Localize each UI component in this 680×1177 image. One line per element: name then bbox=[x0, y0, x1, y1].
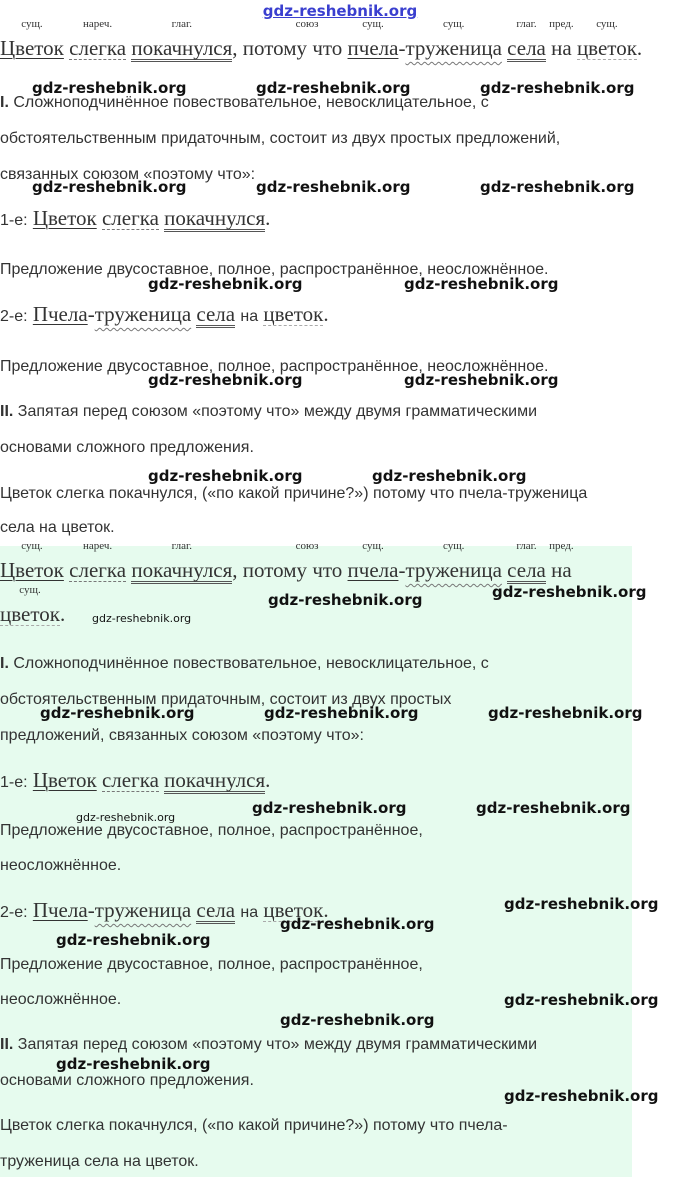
site-watermark-top: gdz-reshebnik.org bbox=[262, 2, 418, 20]
watermark: gdz-reshebnik.org bbox=[280, 915, 435, 933]
preposition-word: пред. на bbox=[549, 18, 574, 60]
watermark: gdz-reshebnik.org bbox=[404, 275, 559, 293]
watermark: gdz-reshebnik.org bbox=[372, 467, 527, 485]
part-i-line-1: I. Сложноподчинённое повествовательное, невосклицательное, с bbox=[0, 94, 489, 111]
watermark: gdz-reshebnik.org bbox=[76, 811, 176, 824]
watermark: gdz-reshebnik.org bbox=[148, 275, 303, 293]
part-ii-line-2: основами сложного предложения. bbox=[0, 439, 254, 456]
conjunction-word: союз потому bbox=[242, 18, 319, 60]
clause-1-b-description-1: Предложение двусоставное, полное, распространённое, bbox=[0, 822, 423, 839]
question-line-2: села на цветок. bbox=[0, 519, 115, 536]
clause-1-description: Предложение двусоставное, полное, распространённое, неосложнённое. bbox=[0, 261, 549, 278]
watermark: gdz-reshebnik.org bbox=[40, 704, 195, 722]
watermark: gdz-reshebnik.org bbox=[56, 931, 211, 949]
watermark: gdz-reshebnik.org bbox=[488, 704, 643, 722]
question-b-line-1: Цветок слегка покачнулся, («по какой причине?») потому что пчела- bbox=[0, 1117, 508, 1134]
watermark: gdz-reshebnik.org bbox=[92, 612, 192, 625]
part-i-b-line-1: I. Сложноподчинённое повествовательное, невосклицательное, с bbox=[0, 655, 489, 672]
part-i-b-line-3: предложений, связанных союзом «поэтому что»: bbox=[0, 727, 364, 744]
subject-word-2: сущ. пчела bbox=[347, 18, 399, 60]
watermark: gdz-reshebnik.org bbox=[264, 704, 419, 722]
watermark: gdz-reshebnik.org bbox=[480, 178, 635, 196]
parsed-sentence-2-wrap: сущ. цветок. bbox=[0, 584, 66, 626]
watermark: gdz-reshebnik.org bbox=[252, 799, 407, 817]
watermark: gdz-reshebnik.org bbox=[492, 583, 647, 601]
watermark: gdz-reshebnik.org bbox=[32, 178, 187, 196]
question-b-line-2: труженица села на цветок. bbox=[0, 1153, 199, 1170]
watermark: gdz-reshebnik.org bbox=[148, 371, 303, 389]
part-ii-b-line-1: II. Запятая перед союзом «поэтому что» между двумя грамматическими bbox=[0, 1036, 538, 1053]
clause-2-b: 2-е: Пчела-труженица села на цветок. bbox=[0, 898, 329, 924]
watermark: gdz-reshebnik.org bbox=[256, 178, 411, 196]
subject-word: сущ. Цветок bbox=[0, 18, 64, 60]
watermark: gdz-reshebnik.org bbox=[504, 895, 659, 913]
predicate-word: глаг. покачнулся bbox=[131, 37, 232, 62]
object-word: сущ. цветок bbox=[576, 18, 637, 60]
adverb-word: нареч. слегка bbox=[69, 18, 127, 60]
clause-2-description: Предложение двусоставное, полное, распространённое, неосложнённое. bbox=[0, 358, 549, 375]
part-i-b-line-2: обстоятельственным придаточным, состоит из двух простых bbox=[0, 691, 452, 708]
part-i-line-3: связанных союзом «поэтому что»: bbox=[0, 166, 256, 183]
part-i-line-2: обстоятельственным придаточным, состоит из двух простых предложений, bbox=[0, 130, 561, 147]
watermark: gdz-reshebnik.org bbox=[480, 79, 635, 97]
clause-2-b-description-2: неосложнённое. bbox=[0, 991, 122, 1008]
watermark: gdz-reshebnik.org bbox=[32, 79, 187, 97]
watermark: gdz-reshebnik.org bbox=[148, 467, 303, 485]
clause-1-b-description-2: неосложнённое. bbox=[0, 857, 122, 874]
part-ii-line-1: II. Запятая перед союзом «поэтому что» между двумя грамматическими bbox=[0, 403, 538, 420]
question-line-1: Цветок слегка покачнулся, («по какой причине?») потому что пчела-труженица bbox=[0, 485, 588, 502]
predicate-word-2: глаг. села bbox=[507, 37, 546, 62]
watermark: gdz-reshebnik.org bbox=[476, 799, 631, 817]
watermark: gdz-reshebnik.org bbox=[268, 591, 423, 609]
watermark: gdz-reshebnik.org bbox=[280, 1011, 435, 1029]
parsed-sentence-1: сущ. Цветок нареч. слегка глаг. покачнулся, союз потому что сущ. пчела- сущ. труженица глаг. села пред. на сущ. цветок. bbox=[0, 36, 642, 62]
watermark: gdz-reshebnik.org bbox=[504, 991, 659, 1009]
apposition-word: сущ. труженица bbox=[405, 18, 502, 60]
watermark: gdz-reshebnik.org bbox=[256, 79, 411, 97]
clause-1: 1-е: Цветок слегка покачнулся. bbox=[0, 206, 270, 232]
part-ii-b-line-2: основами сложного предложения. bbox=[0, 1072, 254, 1089]
watermark: gdz-reshebnik.org bbox=[404, 371, 559, 389]
parsed-sentence-2: сущ. Цветок нареч. слегка глаг. покачнулся, союз потому что сущ. пчела- сущ. труженица глаг. села пред. на bbox=[0, 558, 572, 584]
watermark: gdz-reshebnik.org bbox=[56, 1055, 211, 1073]
clause-2: 2-е: Пчела-труженица села на цветок. bbox=[0, 302, 329, 328]
clause-1-b: 1-е: Цветок слегка покачнулся. bbox=[0, 768, 270, 794]
watermark: gdz-reshebnik.org bbox=[504, 1087, 659, 1105]
clause-2-b-description-1: Предложение двусоставное, полное, распространённое, bbox=[0, 956, 423, 973]
